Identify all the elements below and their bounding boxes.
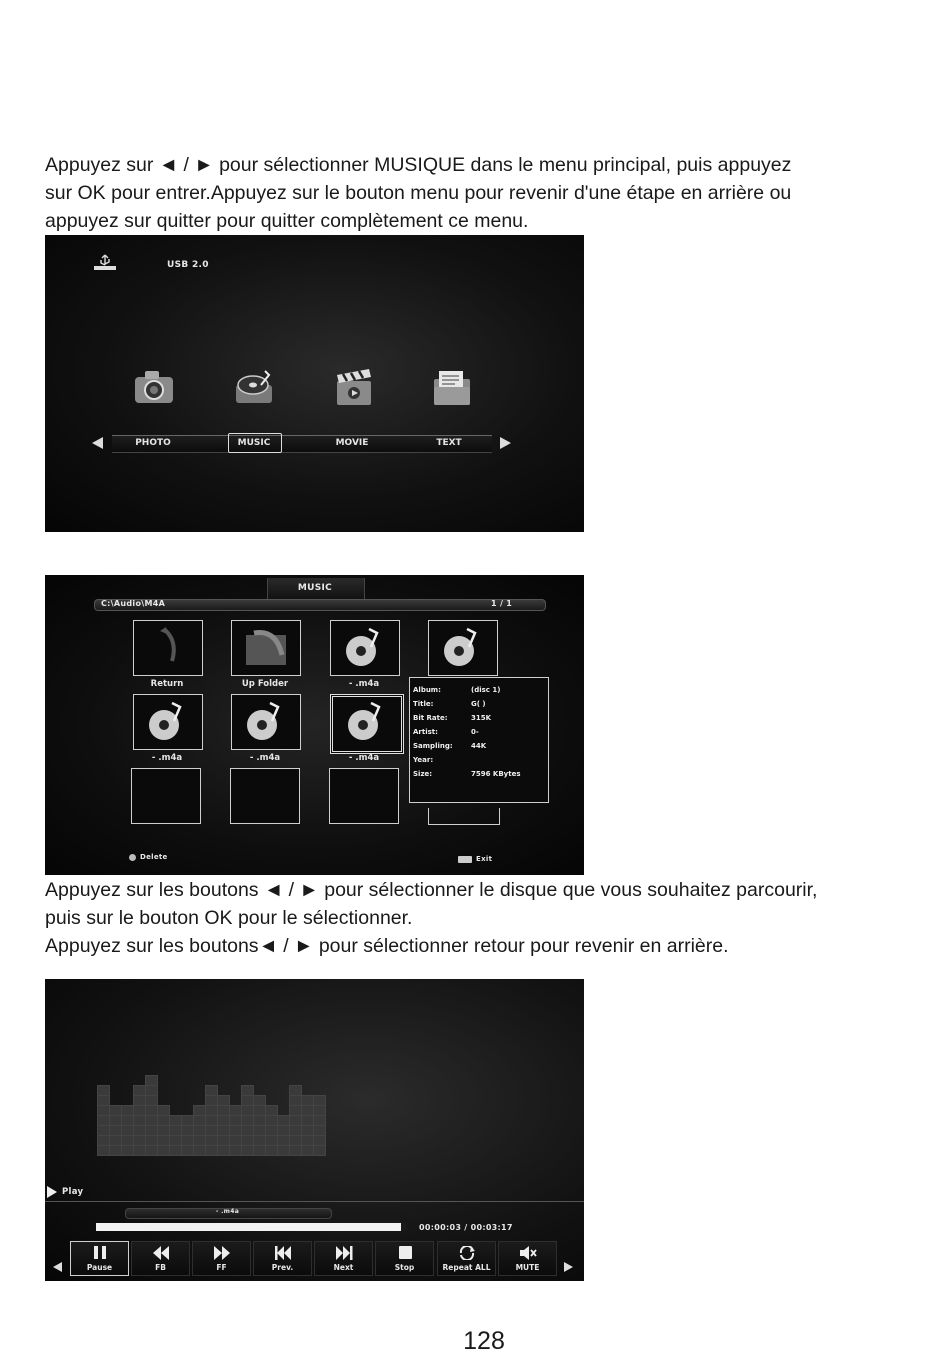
info-title-label: Title: [413, 700, 434, 708]
mute-button[interactable] [498, 1241, 557, 1276]
equalizer-cell [313, 1115, 326, 1126]
music-file-icon [429, 621, 497, 675]
menu-item-music[interactable]: MUSIC [237, 438, 271, 448]
pause-button[interactable] [70, 1241, 129, 1276]
music-file-icon [232, 695, 300, 749]
text-folder-icon[interactable] [429, 365, 475, 411]
tile-music-file-3[interactable] [133, 694, 203, 750]
equalizer-cell [145, 1085, 158, 1096]
info-size-label: Size: [413, 770, 433, 778]
equalizer-cell [145, 1075, 158, 1086]
skip-next-icon [335, 1246, 353, 1260]
menu-scroll-right-arrow-icon[interactable] [500, 437, 511, 449]
info-sampling-value: 44K [471, 742, 487, 750]
equalizer-visualizer [97, 1071, 327, 1155]
page-indicator: 1 / 1 [491, 599, 513, 608]
next-label: Next [333, 1263, 354, 1272]
info-year-label: Year: [413, 756, 434, 764]
now-playing-filename: - .m4a [215, 1208, 240, 1215]
playback-time: 00:00:03 / 00:03:17 [419, 1223, 513, 1232]
usb-source-label: USB 2.0 [167, 260, 209, 270]
menu-scroll-left-arrow-icon[interactable] [92, 437, 103, 449]
info-album-value: (disc 1) [471, 686, 501, 694]
repeat-label: Repeat ALL [442, 1263, 491, 1272]
browser-title: MUSIC [297, 583, 333, 593]
menu-item-movie[interactable]: MOVIE [335, 438, 369, 448]
middle-line-2: puis sur le bouton OK pour le sélectionner. [45, 907, 413, 929]
controls-scroll-right-arrow-icon[interactable] [564, 1262, 573, 1272]
equalizer-cell [313, 1145, 326, 1156]
play-status-icon [46, 1186, 58, 1198]
previous-button[interactable] [253, 1241, 312, 1276]
exit-hint: Exit [476, 855, 493, 863]
tile-music-file-selected[interactable] [330, 694, 404, 754]
intro-paragraph [45, 151, 945, 235]
intro-line-1: Appuyez sur ◄ / ► pour sélectionner MUSIQUE dans le menu principal, puis appuyez [45, 154, 792, 176]
main-menu-screenshot [45, 235, 584, 532]
tile-music-file-2[interactable] [428, 620, 498, 676]
delete-button-dot-icon[interactable] [129, 854, 136, 861]
info-artist-value: 0- [471, 728, 479, 736]
tile-empty-3[interactable] [329, 768, 399, 824]
current-path: C:\Audio\M4A [101, 599, 166, 608]
tile-label-music-file-3: - .m4a [151, 753, 183, 763]
fast-forward-button[interactable] [192, 1241, 251, 1276]
return-arrow-icon [134, 621, 202, 675]
repeat-button[interactable] [437, 1241, 496, 1276]
info-sampling-label: Sampling: [413, 742, 453, 750]
fast-backward-button[interactable] [131, 1241, 190, 1276]
equalizer-cell [313, 1105, 326, 1116]
music-turntable-icon[interactable] [231, 365, 277, 411]
exit-key-icon[interactable] [458, 856, 472, 863]
delete-hint: Delete [140, 853, 168, 861]
skip-previous-icon [274, 1246, 292, 1260]
menu-item-text[interactable]: TEXT [436, 438, 462, 448]
tile-label-music-file-selected: - .m4a [348, 753, 380, 763]
tile-label-music-file-1: - .m4a [348, 679, 380, 689]
equalizer-cell [97, 1085, 110, 1096]
page-number: 128 [463, 1327, 505, 1355]
pause-icon [91, 1246, 109, 1260]
music-file-icon [331, 621, 399, 675]
up-folder-icon [232, 621, 300, 675]
music-file-icon [333, 697, 399, 749]
play-status: Play [62, 1187, 84, 1197]
mute-speaker-icon [519, 1246, 537, 1260]
music-browser-screenshot [45, 575, 584, 875]
tile-return[interactable] [133, 620, 203, 676]
info-bitrate-value: 315K [471, 714, 492, 722]
progress-fill [96, 1223, 401, 1231]
info-album-label: Album: [413, 686, 441, 694]
tile-music-file-4[interactable] [231, 694, 301, 750]
tile-label-music-file-4: - .m4a [249, 753, 281, 763]
tile-empty-4[interactable] [428, 808, 500, 825]
equalizer-cell [313, 1125, 326, 1136]
controls-scroll-left-arrow-icon[interactable] [53, 1262, 62, 1272]
tile-up-folder[interactable] [231, 620, 301, 676]
repeat-icon [458, 1246, 476, 1260]
stop-icon [396, 1246, 414, 1260]
next-button[interactable] [314, 1241, 373, 1276]
movie-clapper-icon[interactable] [331, 365, 377, 411]
info-size-value: 7596 KBytes [471, 770, 521, 778]
intro-line-3: appuyez sur quitter pour quitter complètement ce menu. [45, 210, 529, 232]
intro-line-2: sur OK pour entrer.Appuyez sur le bouton menu pour revenir d'une étape en arrière ou [45, 182, 792, 204]
music-player-screenshot [45, 979, 584, 1281]
tile-label-return: Return [150, 679, 184, 689]
middle-line-3: Appuyez sur les boutons◄ / ► pour sélectionner retour pour revenir en arrière. [45, 935, 729, 957]
ff-label: FF [216, 1263, 227, 1272]
menu-item-photo[interactable]: PHOTO [135, 438, 171, 448]
tile-label-up-folder: Up Folder [241, 679, 289, 689]
middle-line-1: Appuyez sur les boutons ◄ / ► pour sélectionner le disque que vous souhaitez parcourir, [45, 879, 818, 901]
tile-empty-1[interactable] [131, 768, 201, 824]
info-bitrate-label: Bit Rate: [413, 714, 448, 722]
tile-empty-2[interactable] [230, 768, 300, 824]
prev-label: Prev. [271, 1263, 294, 1272]
equalizer-cell [313, 1135, 326, 1146]
photo-camera-icon[interactable] [131, 365, 177, 411]
mute-label: MUTE [515, 1263, 540, 1272]
rewind-icon [152, 1246, 170, 1260]
track-info-panel [409, 677, 549, 803]
info-title-value: G( ) [471, 700, 486, 708]
stop-label: Stop [394, 1263, 415, 1272]
fb-label: FB [155, 1263, 166, 1272]
info-artist-label: Artist: [413, 728, 438, 736]
progress-track[interactable] [96, 1223, 407, 1231]
usb-icon [93, 254, 117, 272]
music-file-icon [134, 695, 202, 749]
middle-paragraph [45, 876, 945, 960]
fast-forward-icon [213, 1246, 231, 1260]
stop-button[interactable] [375, 1241, 434, 1276]
player-divider [45, 1201, 584, 1202]
tile-music-file-1[interactable] [330, 620, 400, 676]
equalizer-cell [313, 1095, 326, 1106]
pause-label: Pause [86, 1263, 113, 1272]
